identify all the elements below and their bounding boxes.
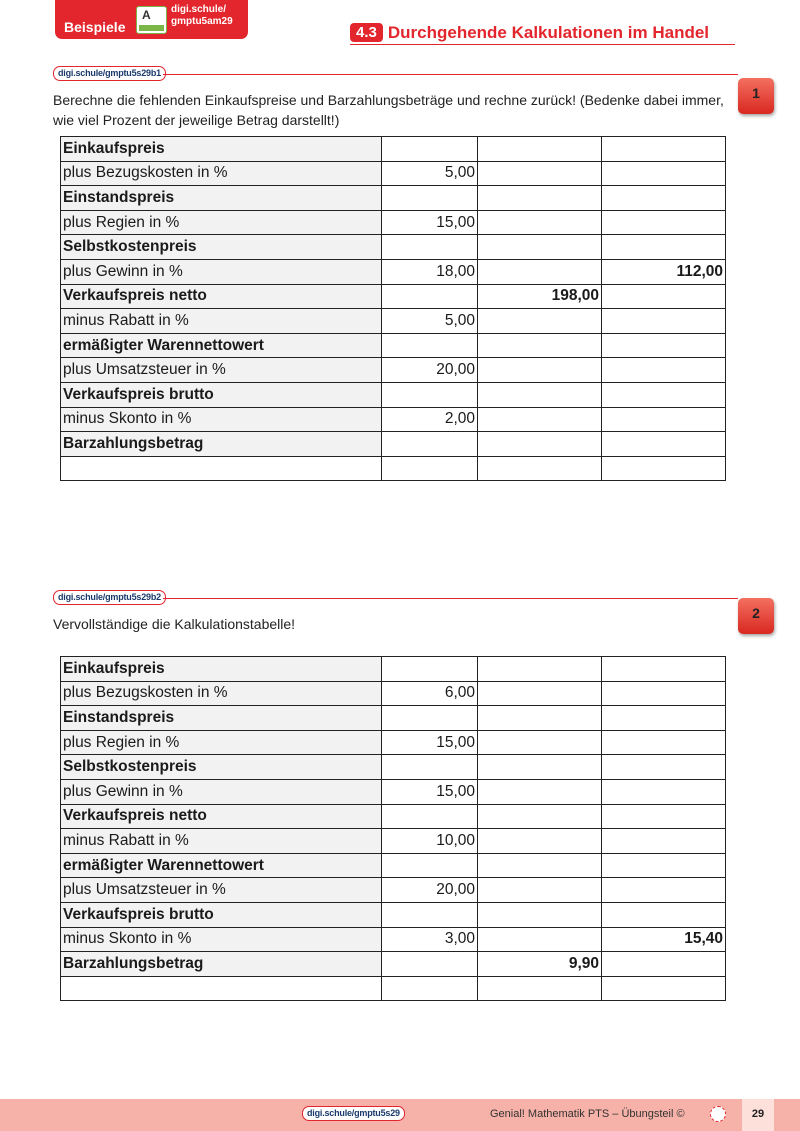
percent-cell[interactable] [382, 137, 478, 162]
value-cell[interactable] [478, 235, 602, 260]
value-cell[interactable] [478, 853, 602, 878]
value-cell[interactable] [478, 902, 602, 927]
table-row [61, 456, 726, 481]
table-row [61, 432, 726, 457]
percent-cell[interactable] [382, 952, 478, 977]
value-cell[interactable] [602, 309, 726, 334]
value-cell[interactable] [478, 755, 602, 780]
beispiele-label: Beispiele [64, 19, 126, 35]
value-cell[interactable] [602, 456, 726, 481]
chapter-number: 4.3 [350, 23, 383, 42]
value-cell[interactable] [478, 657, 602, 682]
table-row [61, 755, 726, 780]
value-cell[interactable] [478, 358, 602, 383]
row-label: Einkaufspreis [61, 657, 382, 682]
value-cell[interactable] [478, 259, 602, 284]
table-row [61, 358, 726, 383]
value-cell[interactable] [602, 333, 726, 358]
row-label: minus Rabatt in % [61, 829, 382, 854]
header-rule [350, 44, 735, 45]
value-cell[interactable] [478, 829, 602, 854]
percent-cell[interactable] [382, 432, 478, 457]
row-label: plus Regien in % [61, 210, 382, 235]
table-row [61, 407, 726, 432]
value-cell[interactable] [602, 878, 726, 903]
value-cell[interactable] [602, 952, 726, 977]
value-cell[interactable] [478, 456, 602, 481]
value-cell[interactable] [478, 186, 602, 211]
value-cell[interactable] [478, 382, 602, 407]
percent-cell[interactable] [382, 902, 478, 927]
table-row [61, 952, 726, 977]
row-label [61, 456, 382, 481]
value-cell[interactable] [602, 804, 726, 829]
exercise1-table [60, 136, 726, 481]
row-label: minus Skonto in % [61, 407, 382, 432]
value-cell[interactable] [478, 407, 602, 432]
value-cell[interactable] [478, 137, 602, 162]
exercise2-rule [163, 598, 738, 599]
table-row [61, 779, 726, 804]
table-row [61, 259, 726, 284]
value-cell[interactable] [602, 902, 726, 927]
percent-cell[interactable]: 6,00 [382, 681, 478, 706]
row-label: minus Skonto in % [61, 927, 382, 952]
publisher-logo-icon [710, 1106, 726, 1122]
row-label: Barzahlungsbetrag [61, 432, 382, 457]
exercise2-link[interactable]: digi.schule/gmptu5s29b2 [53, 590, 166, 605]
percent-cell[interactable] [382, 804, 478, 829]
beispiele-tab[interactable] [55, 0, 248, 39]
value-cell[interactable] [478, 730, 602, 755]
tab-digi-link[interactable]: digi.schule/ gmptu5am29 [171, 4, 233, 27]
table-row [61, 927, 726, 952]
exercise2-table [60, 656, 726, 1001]
row-label: Einkaufspreis [61, 137, 382, 162]
table-row [61, 681, 726, 706]
exercise1-badge: 1 [738, 78, 774, 114]
value-cell[interactable] [602, 755, 726, 780]
row-label: ermäßigter Warennettowert [61, 333, 382, 358]
value-cell[interactable] [602, 235, 726, 260]
value-cell[interactable] [478, 309, 602, 334]
row-label: Verkaufspreis netto [61, 804, 382, 829]
exercise1-instruction: Berechne die fehlenden Einkaufspreise und Barzahlungsbeträge und rechne zurück! (Bedenke dabei immer, wie viel Prozent der jeweilige Betrag darstellt!) [53, 92, 724, 128]
table-row [61, 309, 726, 334]
value-cell[interactable] [478, 681, 602, 706]
row-label: Selbstkostenpreis [61, 235, 382, 260]
value-cell[interactable] [478, 804, 602, 829]
footer-link[interactable]: digi.schule/gmptu5s29 [302, 1106, 405, 1121]
row-label: ermäßigter Warennettowert [61, 853, 382, 878]
table-row [61, 706, 726, 731]
row-label: plus Umsatzsteuer in % [61, 358, 382, 383]
page-number-box [742, 1099, 774, 1131]
row-label: Selbstkostenpreis [61, 755, 382, 780]
row-label: Einstandspreis [61, 706, 382, 731]
chapter-heading [350, 22, 709, 43]
row-label: Barzahlungsbetrag [61, 952, 382, 977]
table-row [61, 382, 726, 407]
percent-cell[interactable] [382, 755, 478, 780]
value-cell[interactable] [478, 878, 602, 903]
table-row [61, 284, 726, 309]
row-label: Einstandspreis [61, 186, 382, 211]
exercise1-rule [163, 74, 738, 75]
percent-cell[interactable] [382, 333, 478, 358]
percent-cell[interactable] [382, 456, 478, 481]
value-cell[interactable] [478, 706, 602, 731]
row-label: minus Rabatt in % [61, 309, 382, 334]
table-row [61, 210, 726, 235]
table-row [61, 161, 726, 186]
percent-cell[interactable] [382, 657, 478, 682]
table-row [61, 878, 726, 903]
row-label: plus Bezugskosten in % [61, 161, 382, 186]
percent-cell[interactable] [382, 284, 478, 309]
percent-cell[interactable] [382, 853, 478, 878]
table-row [61, 186, 726, 211]
table-row [61, 829, 726, 854]
value-cell[interactable] [478, 927, 602, 952]
chapter-title: Durchgehende Kalkulationen im Handel [387, 22, 710, 42]
row-label: plus Bezugskosten in % [61, 681, 382, 706]
row-label: plus Gewinn in % [61, 779, 382, 804]
table-row [61, 976, 726, 1001]
row-label: plus Umsatzsteuer in % [61, 878, 382, 903]
value-cell[interactable] [602, 706, 726, 731]
exercise2-instruction: Vervollständige die Kalkulationstabelle! [53, 616, 296, 632]
value-cell[interactable]: 9,90 [478, 952, 602, 977]
table-row [61, 902, 726, 927]
percent-cell[interactable]: 18,00 [382, 259, 478, 284]
percent-cell[interactable]: 5,00 [382, 309, 478, 334]
row-label: Verkaufspreis brutto [61, 382, 382, 407]
app-icon: A [136, 6, 167, 34]
row-label: plus Gewinn in % [61, 259, 382, 284]
value-cell[interactable] [602, 853, 726, 878]
value-cell[interactable] [602, 432, 726, 457]
value-cell[interactable]: 112,00 [602, 259, 726, 284]
percent-cell[interactable] [382, 706, 478, 731]
table-row [61, 333, 726, 358]
value-cell[interactable] [478, 432, 602, 457]
percent-cell[interactable]: 15,00 [382, 730, 478, 755]
value-cell[interactable] [602, 657, 726, 682]
value-cell[interactable] [602, 382, 726, 407]
row-label [61, 976, 382, 1001]
percent-cell[interactable] [382, 382, 478, 407]
percent-cell[interactable]: 10,00 [382, 829, 478, 854]
row-label: Verkaufspreis brutto [61, 902, 382, 927]
table-row [61, 730, 726, 755]
value-cell[interactable] [602, 358, 726, 383]
table-row [61, 657, 726, 682]
footer-text: Genial! Mathematik PTS – Übungsteil © [490, 1108, 685, 1120]
page-number: 29 [751, 1108, 765, 1120]
value-cell[interactable] [602, 284, 726, 309]
value-cell[interactable] [602, 681, 726, 706]
value-cell[interactable] [478, 333, 602, 358]
page-footer [0, 1099, 800, 1131]
exercise1-link[interactable]: digi.schule/gmptu5s29b1 [53, 66, 166, 81]
percent-cell[interactable] [382, 235, 478, 260]
percent-cell[interactable] [382, 976, 478, 1001]
value-cell[interactable] [478, 779, 602, 804]
value-cell[interactable] [602, 779, 726, 804]
table-row [61, 853, 726, 878]
value-cell[interactable]: 198,00 [478, 284, 602, 309]
percent-cell[interactable]: 3,00 [382, 927, 478, 952]
value-cell[interactable] [602, 730, 726, 755]
value-cell[interactable] [602, 137, 726, 162]
value-cell[interactable] [602, 210, 726, 235]
value-cell[interactable] [602, 161, 726, 186]
percent-cell[interactable]: 20,00 [382, 358, 478, 383]
percent-cell[interactable]: 2,00 [382, 407, 478, 432]
value-cell[interactable] [602, 186, 726, 211]
percent-cell[interactable] [382, 186, 478, 211]
table-row [61, 804, 726, 829]
value-cell[interactable] [602, 407, 726, 432]
value-cell[interactable]: 15,40 [602, 927, 726, 952]
exercise2-badge: 2 [738, 598, 774, 634]
table-row [61, 137, 726, 162]
row-label: Verkaufspreis netto [61, 284, 382, 309]
row-label: plus Regien in % [61, 730, 382, 755]
value-cell[interactable] [602, 976, 726, 1001]
value-cell[interactable] [602, 829, 726, 854]
table-row [61, 235, 726, 260]
percent-cell[interactable]: 15,00 [382, 210, 478, 235]
percent-cell[interactable]: 5,00 [382, 161, 478, 186]
percent-cell[interactable]: 15,00 [382, 779, 478, 804]
percent-cell[interactable]: 20,00 [382, 878, 478, 903]
value-cell[interactable] [478, 976, 602, 1001]
value-cell[interactable] [478, 161, 602, 186]
value-cell[interactable] [478, 210, 602, 235]
